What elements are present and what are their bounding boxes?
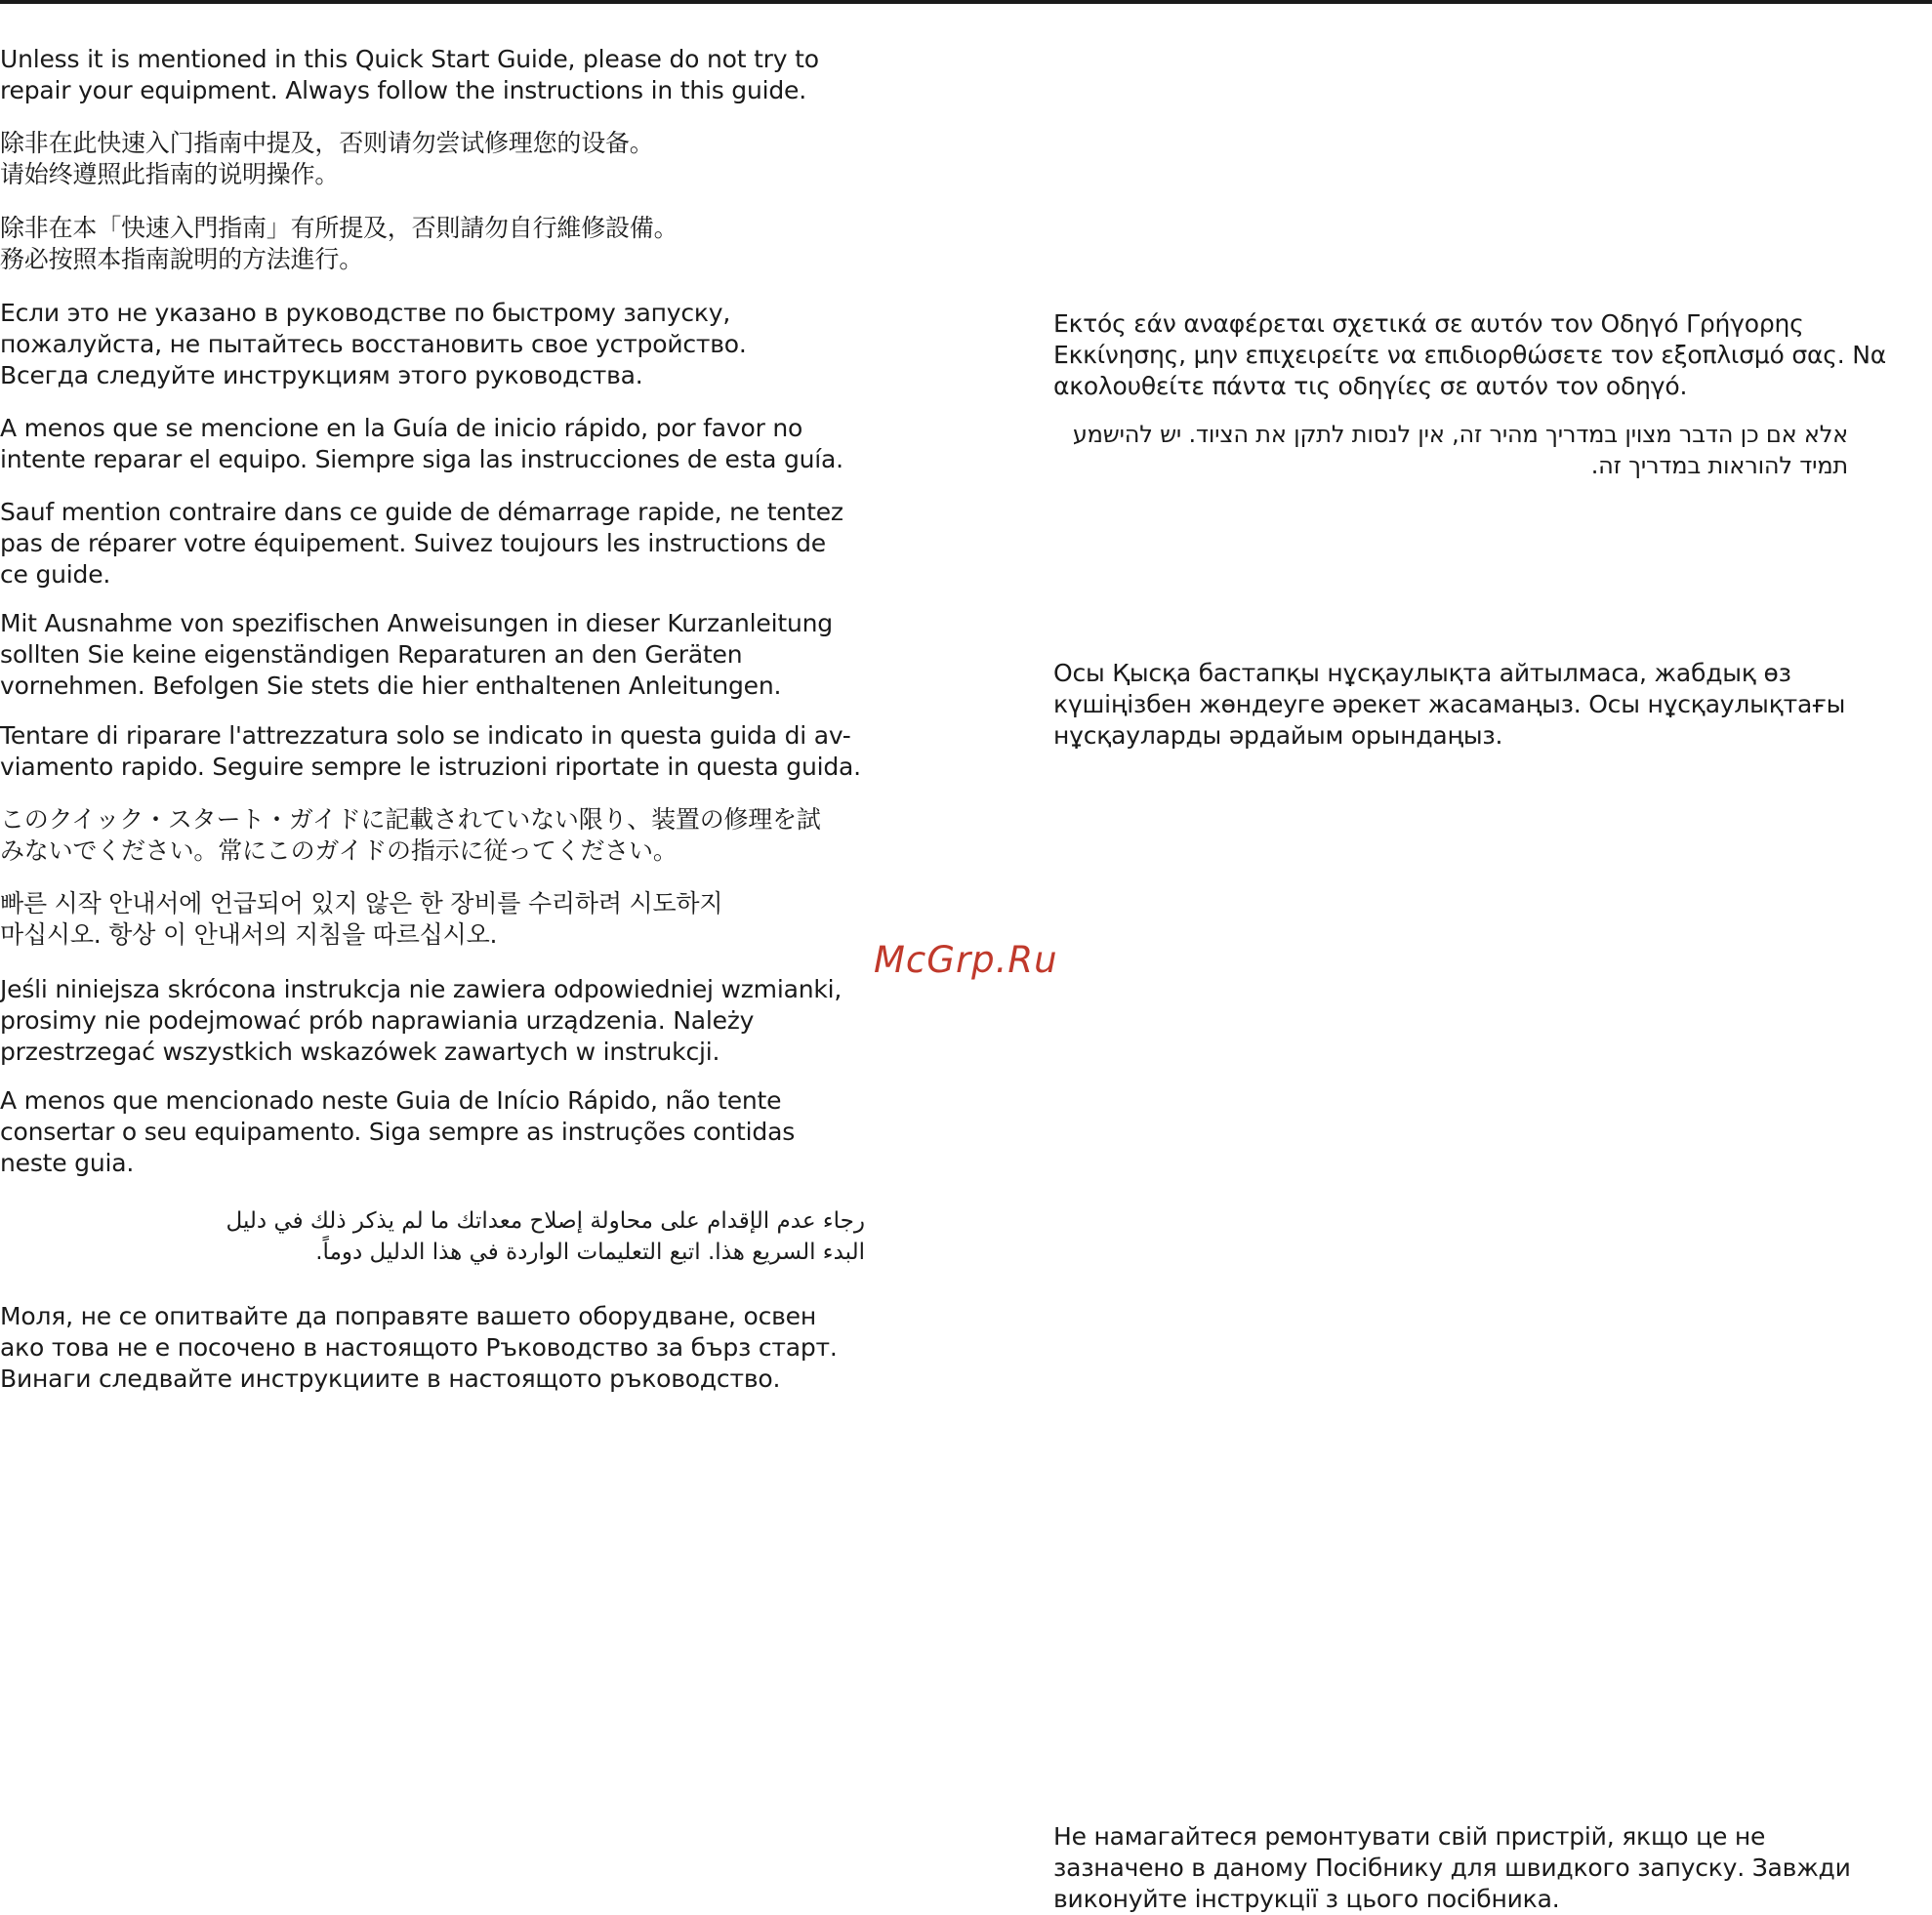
notice-fr: Sauf mention contraire dans ce guide de démarrage rapide, ne tentez pas de réparer votre équipement. Suivez toujours les instructions de ce guide. — [0, 498, 843, 589]
top-rule — [0, 0, 1932, 4]
notice-ru: Если это не указано в руководстве по быстрому запуску, пожалуйста, не пытайтесь восстановить свое устройство. Всегда следуйте инструкциям этого руководства. — [0, 299, 747, 389]
notice-es: A menos que se mencione en la Guía de inicio rápido, por favor no intente reparar el equipo. Siempre siga las instrucciones de esta guía. — [0, 414, 843, 473]
notice-pl: Jeśli niniejsza skrócona instrukcja nie zawiera odpowiedniej wzmianki, prosimy nie podejmować prób naprawiania urządzenia. Należy przestrzegać wszystkich wskazówek zawartych w instrukcji. — [0, 975, 843, 1066]
notice-zh-hans: 除非在此快速入门指南中提及，否则请勿尝试修理您的设备。 请始终遵照此指南的说明操作。 — [0, 129, 654, 188]
notice-zh-hant: 除非在本「快速入門指南」有所提及，否則請勿自行維修設備。 務必按照本指南說明的方法進行。 — [0, 214, 678, 273]
watermark-logo: McGrp.Ru — [874, 939, 1058, 981]
notice-he: אלא אם כן הדבר מצוין במדריך מהיר זה, אין לנסות לתקן את הציוד. יש להישמע תמיד להוראות במדריך זה. — [1072, 421, 1848, 479]
notice-it: Tentare di riparare l'attrezzatura solo se indicato in questa guida di av- viamento rapido. Seguire sempre le istruzioni riportate in questa guida. — [0, 721, 861, 781]
notice-ar: رجاء عدم الإقدام على محاولة إصلاح معداتك ما لم يذكر ذلك في دليل البدء السريع هذا. اتبع التعليمات الواردة في هذا الدليل دوماً. — [226, 1208, 865, 1265]
notice-el: Εκτός εάν αναφέρεται σχετικά σε αυτόν τον Οδηγό Γρήγορης Εκκίνησης, μην επιχειρείτε να επιδιορθώσετε τον εξοπλισμό σας. Να ακολουθείτε πάντα τις οδηγίες σε αυτόν τον οδηγό. — [1053, 309, 1887, 400]
notice-de: Mit Ausnahme von spezifischen Anweisungen in dieser Kurzanleitung sollten Sie keine eigenständigen Reparaturen an den Geräten vornehmen. Befolgen Sie stets die hier enthaltenen Anleitungen. — [0, 609, 833, 700]
notice-ko: 빠른 시작 안내서에 언급되어 있지 않은 한 장비를 수리하려 시도하지 마십시오. 항상 이 안내서의 지침을 따르십시오. — [0, 889, 723, 949]
notice-pt: A menos que mencionado neste Guia de Início Rápido, não tente consertar o seu equipamento. Siga sempre as instruções contidas neste guia. — [0, 1086, 796, 1177]
notice-ja: このクイック・スタート・ガイドに記載されていない限り、装置の修理を試 みないでください。常にこのガイドの指示に従ってください。 — [0, 805, 821, 865]
notice-bg: Моля, не се опитвайте да поправяте вашето оборудване, освен ако това не е посочено в настоящото Ръководство за бърз старт. Винаги следвайте инструкциите в настоящото ръководство. — [0, 1302, 838, 1393]
notice-kk: Осы Қысқа бастапқы нұсқаулықта айтылмаса, жабдық өз күшіңізбен жөндеуге әрекет жасамаңыз. Осы нұсқаулықтағы нұсқауларды әрдайым орындаңыз. — [1053, 659, 1846, 750]
notice-en: Unless it is mentioned in this Quick Start Guide, please do not try to repair your equipment. Always follow the instructions in this guide. — [0, 45, 819, 104]
notice-uk: Не намагайтеся ремонтувати свій пристрій, якщо це не зазначено в даному Посібнику для швидкого запуску. Завжди виконуйте інструкції з цього посібника. — [1053, 1822, 1851, 1913]
